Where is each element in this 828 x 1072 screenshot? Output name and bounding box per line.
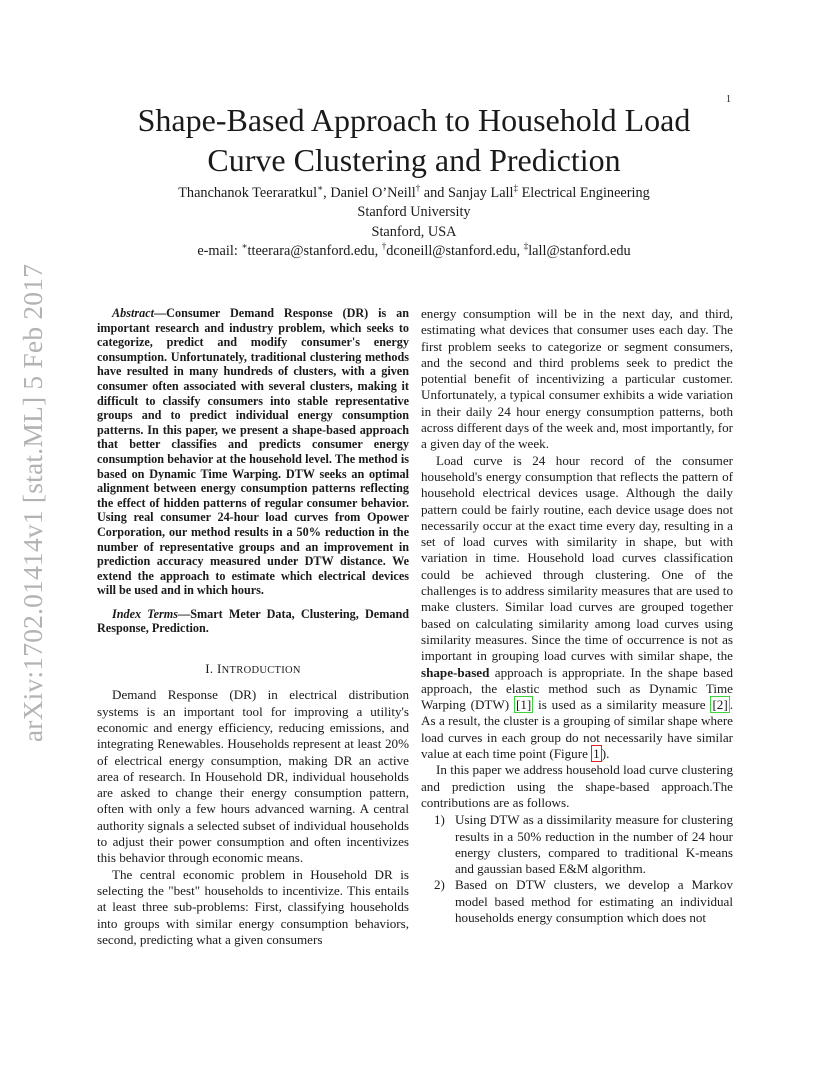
para3-text-d: . As a result, the cluster is a grouping of similar shape where load curves in each group do not necessarily have similar value at each time point (Figure <box>421 697 733 762</box>
index-terms <box>97 607 409 636</box>
arxiv-identifier-stamp <box>14 258 52 748</box>
author-names <box>80 184 748 203</box>
author-2-mark: † <box>415 183 421 194</box>
intro-paragraph-3 <box>421 453 733 763</box>
affiliation-location: Stanford, USA <box>371 223 457 240</box>
list-item-number: 2) <box>434 877 445 893</box>
list-item-text: Based on DTW clusters, we develop a Markov model based method for estimating an individual households energy consumption which does not <box>455 877 733 925</box>
paper-title <box>80 100 748 180</box>
section-numeral: I. <box>205 661 217 677</box>
para3-text-e: ). <box>601 746 610 762</box>
abstract <box>97 306 409 598</box>
email-3-mark: ‡ <box>523 241 529 252</box>
page-number: 1 <box>726 94 731 105</box>
right-column <box>421 306 733 926</box>
department: Electrical Engineering <box>518 185 650 201</box>
citation-link-1[interactable]: [1] <box>515 697 532 713</box>
author-3-mark: ‡ <box>513 183 518 194</box>
affiliation-university: Stanford University <box>357 204 471 221</box>
intro-paragraph-2: The central economic problem in Household DR is selecting the "best" households to incentivize. This entails at least three sub-problems: First, classifying households into groups with similar energy consumption behaviors, second, predicting what a given consumers <box>97 866 409 947</box>
author-1: Thanchanok Teeraratkul <box>178 185 318 201</box>
intro-paragraph-2-continued: energy consumption will be in the next day, and third, estimating what devices that consumer uses each day. The first problem seeks to categorize or segment consumers, and the second and third problems seek to predict the potential benefit of incentivizing a particular customer. Unfortunately, a typical consumer exhibits a wide variation in their daily 24 hour energy consumption patterns, both across different days of the week and, most importantly, for a given day of the week. <box>421 306 733 452</box>
section-title-rest: NTRODUCTION <box>221 665 301 677</box>
title-line-2: Curve Clustering and Prediction <box>207 142 621 178</box>
email-1[interactable]: tteerara@stanford.edu, <box>247 242 382 259</box>
section-heading-introduction <box>97 661 409 679</box>
author-3: and Sanjay Lall <box>420 185 514 201</box>
citation-link-2[interactable]: [2] <box>712 697 728 713</box>
title-line-1: Shape-Based Approach to Household Load <box>137 102 691 138</box>
intro-paragraph-4: In this paper we address household load curve clustering and prediction using the shape-based approach.The contributions are as follows. <box>421 762 733 810</box>
index-terms-body: —Smart Meter Data, Clustering, Demand Response, Prediction. <box>97 606 410 636</box>
author-block <box>80 184 748 261</box>
abstract-body: —Consumer Demand Response (DR) is an important research and industry problem, which seeks to categorize, predict and modify consumer's energy consumption. Unfortunately, traditional clustering methods have resulted in many hundreds of clusters, with a given consumer often associated with several clusters, making it difficult to classify consumers into stable representative groups and to predict individual energy consumption patterns. In this paper, we present a shape-based approach that better classifies and predicts consumer energy consumption behavior at the household level. The method is based on Dynamic Time Warping. DTW seeks an optimal alignment between energy consumption patterns reflecting the effect of hidden patterns of regular consumer behavior. Using real consumer 24-hour load curves from Opower Corporation, our method results in a 50% reduction in the number of representative groups and an improvement in prediction accuracy measured under DTW distance. We extend the approach to estimate which electrical devices will be used and in which hours. <box>97 306 409 598</box>
contributions-list <box>421 812 733 926</box>
list-item <box>421 812 733 877</box>
para3-text-b: approach is appropriate. In the shape based approach, the elastic method such as Dynamic Time Warping (DTW) <box>421 664 733 713</box>
list-item-text: Using DTW as a dissimilarity measure for clustering results in a 50% reduction in the number of 24 hour energy clusters, compared to traditional K-means and gaussian based E&M algorithm. <box>455 812 733 877</box>
author-emails <box>80 242 748 261</box>
para3-text-c: is used as a similarity measure <box>533 697 711 713</box>
section-first-letter: I <box>217 661 222 677</box>
arxiv-identifier-text: arXiv:1702.01414v1 [stat.ML] 5 Feb 2017 <box>17 263 48 743</box>
email-2[interactable]: dconeill@stanford.edu, <box>386 242 524 259</box>
left-column <box>97 306 409 948</box>
figure-link-1[interactable]: 1 <box>593 746 600 762</box>
list-item-number: 1) <box>434 812 445 828</box>
keyword-shape-based: shape-based <box>421 664 490 680</box>
abstract-label: Abstract <box>112 306 154 320</box>
index-terms-label: Index Terms <box>112 606 179 621</box>
author-1-mark: ∗ <box>317 183 324 194</box>
author-2: , Daniel O’Neill <box>323 185 416 201</box>
email-3[interactable]: lall@stanford.edu <box>528 242 631 259</box>
list-item <box>421 877 733 926</box>
email-prefix: e-mail: <box>197 242 242 259</box>
para3-text-a: Load curve is 24 hour record of the consumer household's energy consumption that reflects the pattern of household electrical devices usage. Although the daily pattern could be fairly routine, each device usage does not necessarily occur at the exact time every day, resulting in a set of load curves with similarity in shape, but with variation in time. Household load curves classification could be achieved through clustering. One of the challenges is to address similarity measures that are used to make clusters. Similar load curves are grouped together based on calculating similarity among load curves using similarity measures. Since the time of occurrence is not as important in grouping load curves with similar shape, the <box>421 452 733 664</box>
intro-paragraph-1: Demand Response (DR) in electrical distribution systems is an important tool for improving a utility's economic and energy efficiency, reducing emissions, and integrating Renewables. Households represent at least 20% of electrical energy consumption, making DR an active area of research. In Household DR, individual households are asked to change their energy consumption pattern, often with only a few hours advanced warning. A central authority signals a selected subset of individual households to adjust their power consumption and often incentivizes this behavior through economic means. <box>97 687 409 866</box>
email-1-mark: ∗ <box>241 241 248 252</box>
email-2-mark: † <box>381 241 387 252</box>
